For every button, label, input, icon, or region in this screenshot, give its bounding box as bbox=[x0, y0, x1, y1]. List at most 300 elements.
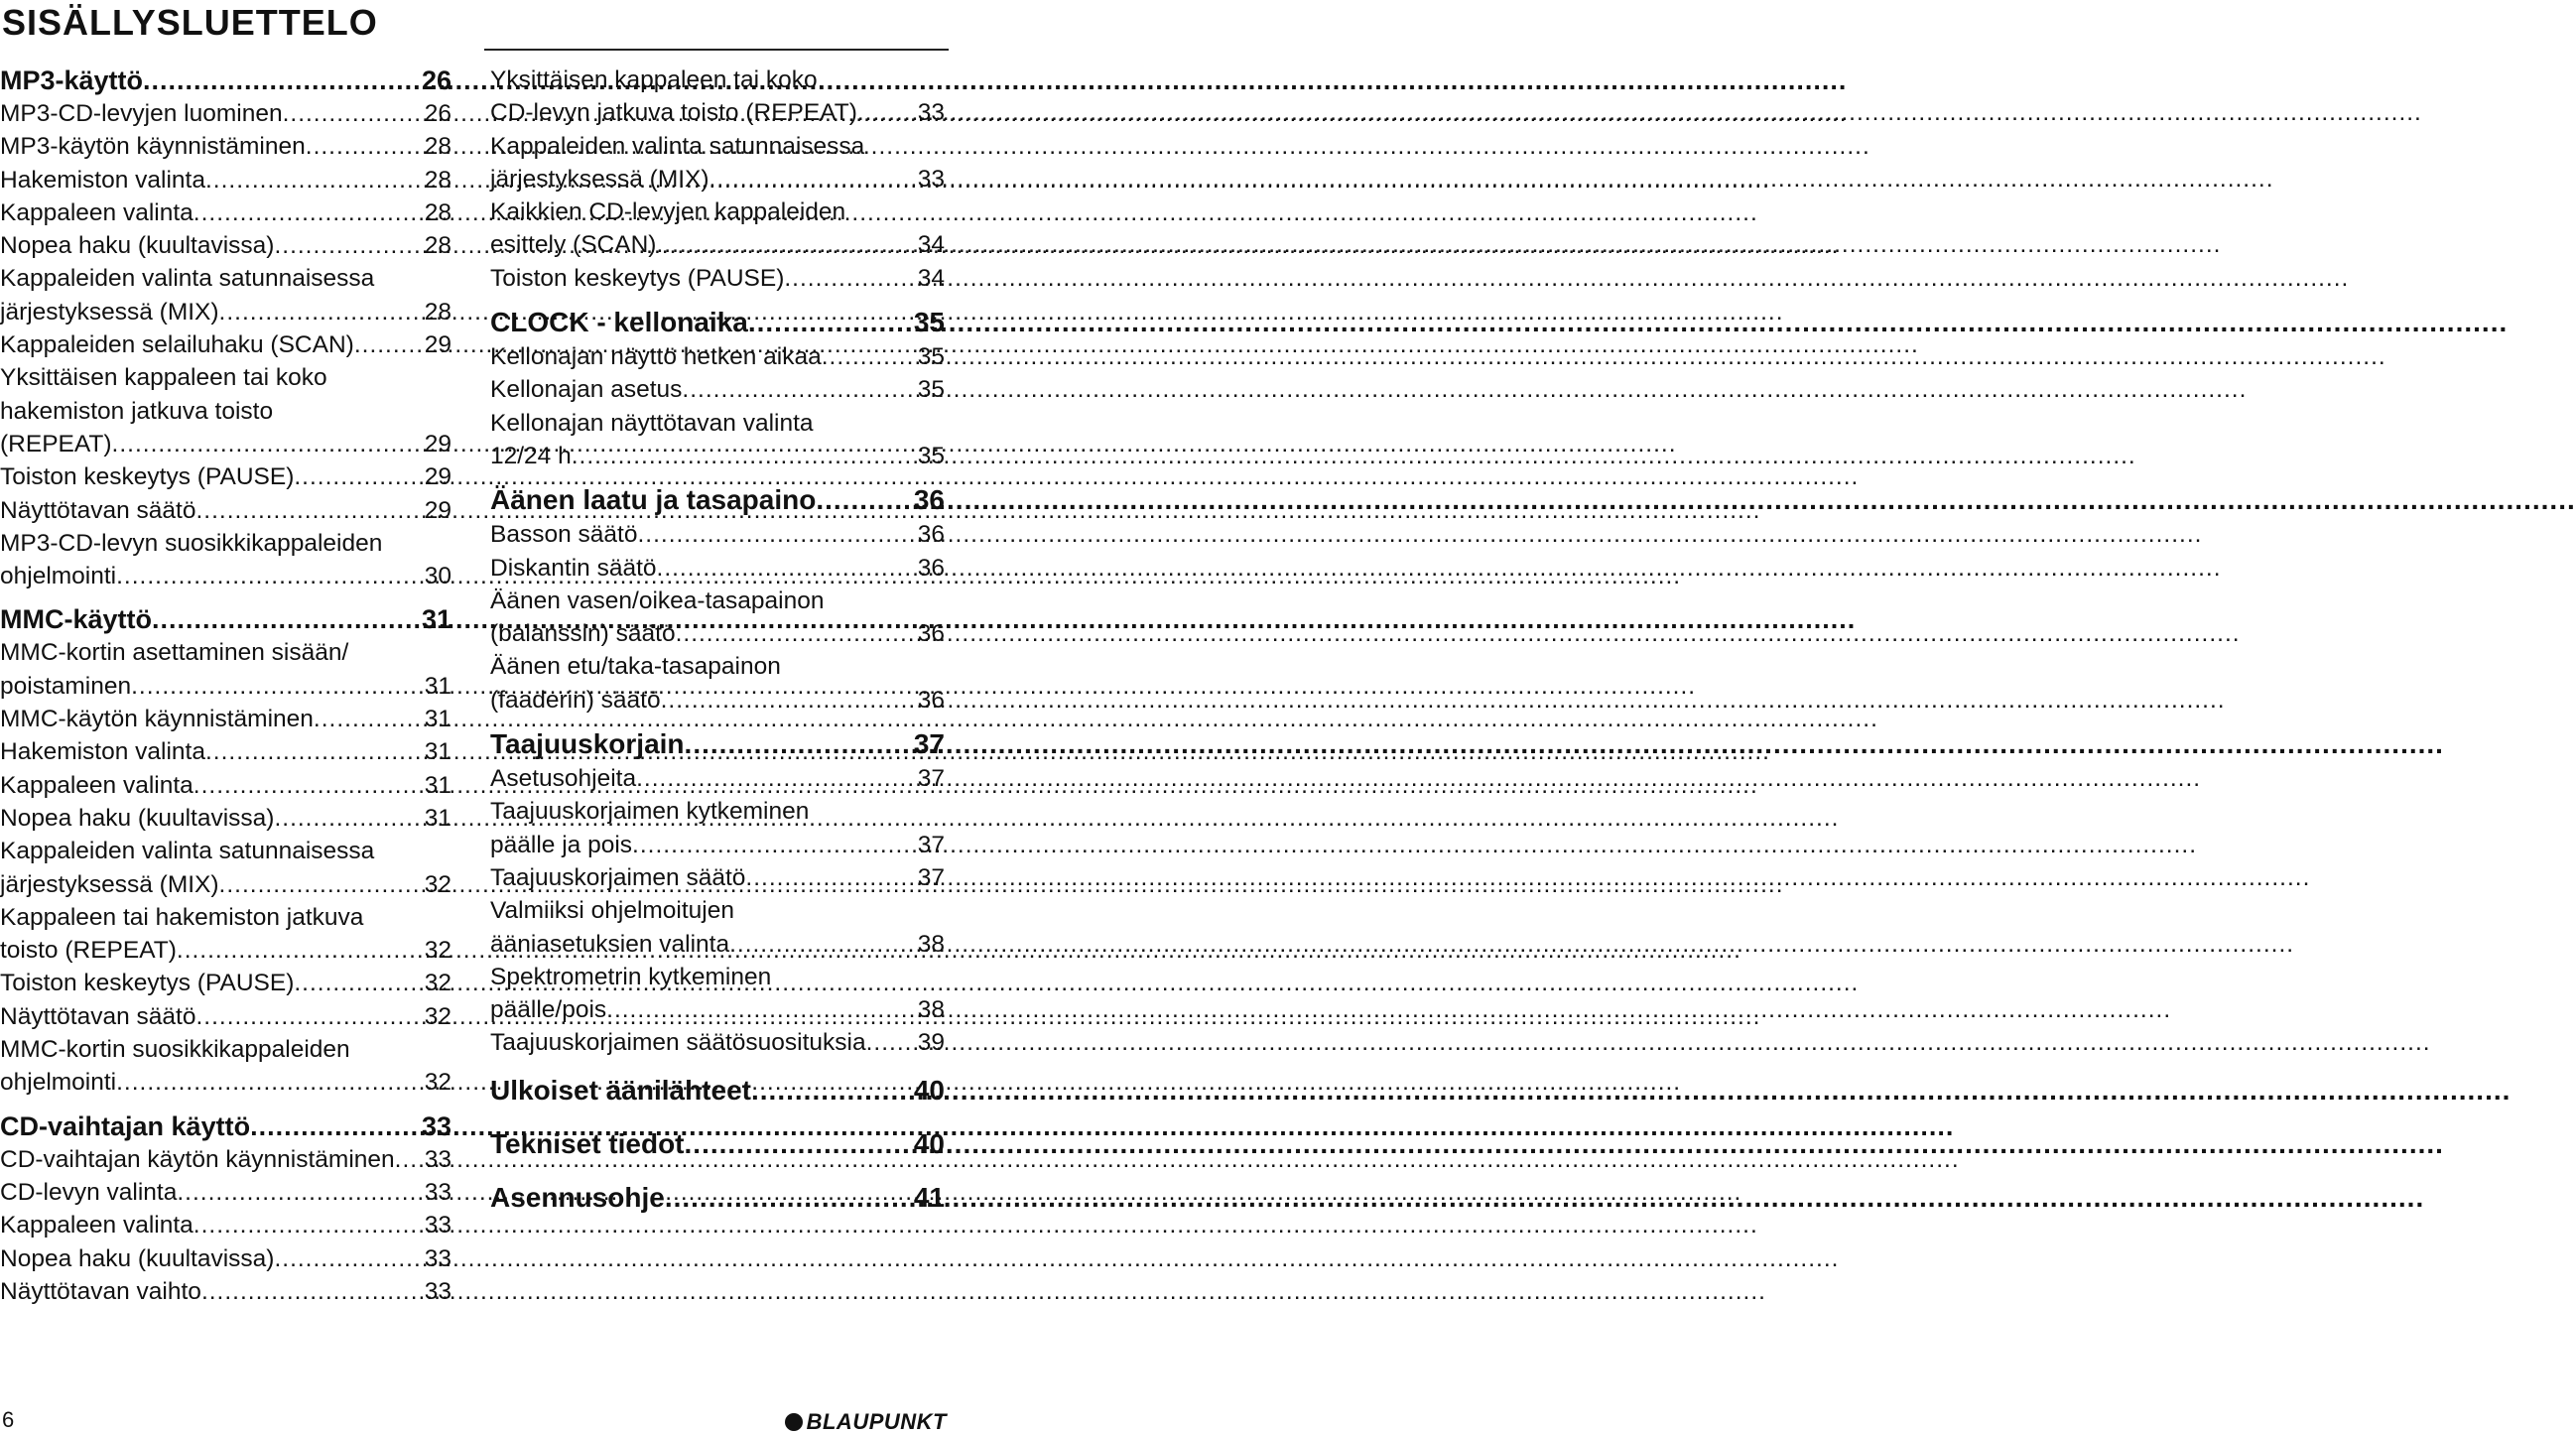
toc-section-heading bbox=[0, 64, 451, 97]
toc-entry bbox=[490, 373, 945, 406]
toc-entry-label: Kaikkien CD-levyjen kappaleiden bbox=[490, 198, 846, 226]
toc-line bbox=[0, 560, 451, 592]
toc-line bbox=[0, 328, 451, 361]
toc-entry bbox=[490, 762, 945, 795]
toc-entry-label: päälle/pois bbox=[490, 996, 607, 1024]
toc-line-continued bbox=[0, 361, 451, 394]
leader-dots bbox=[572, 440, 914, 472]
toc-line bbox=[0, 670, 451, 703]
toc-page-number: 33 bbox=[424, 1178, 451, 1206]
toc-line-continued bbox=[490, 196, 945, 228]
toc-entry bbox=[490, 650, 945, 717]
leader-dots bbox=[195, 494, 420, 527]
toc-line bbox=[490, 684, 945, 717]
toc-entry-label: Kappaleen valinta bbox=[0, 198, 193, 226]
toc-page-number: 31 bbox=[424, 738, 451, 766]
toc-line bbox=[490, 928, 945, 961]
toc-line bbox=[490, 163, 945, 196]
leader-dots bbox=[656, 228, 913, 261]
toc-entry-label: Taajuuskorjaimen säätö bbox=[490, 863, 746, 891]
toc-entry-label: MP3-CD-levyn suosikkikappaleiden bbox=[0, 529, 383, 557]
toc-entry-label: Kappaleiden valinta satunnaisessa bbox=[490, 132, 865, 160]
toc-line bbox=[0, 1242, 451, 1275]
toc-page-number: 28 bbox=[424, 166, 451, 194]
toc-page-number: 36 bbox=[917, 554, 945, 582]
toc-entry-label: Diskantin säätö bbox=[490, 554, 657, 582]
toc-page-number: 30 bbox=[424, 563, 451, 590]
toc-entry-label: Valmiiksi ohjelmoitujen bbox=[490, 897, 735, 925]
toc-entry-label: toisto (REPEAT) bbox=[0, 937, 177, 965]
toc-entry-label: MMC-kortin suosikkikappaleiden bbox=[0, 1036, 350, 1064]
toc-entry bbox=[490, 552, 945, 585]
toc-entry-label: Kappaleen valinta bbox=[0, 771, 193, 799]
toc-entry-label: Spektrometrin kytkeminen bbox=[490, 963, 772, 990]
toc-entry bbox=[0, 1275, 451, 1308]
toc-line-continued bbox=[0, 527, 451, 560]
toc-entry-label: Asennusohje bbox=[490, 1181, 665, 1213]
toc-entry bbox=[0, 97, 451, 130]
toc-page-number: 31 bbox=[424, 706, 451, 733]
toc-entry-label: Basson säätö bbox=[490, 521, 638, 549]
toc-entry bbox=[0, 494, 451, 527]
toc-page-number: 33 bbox=[424, 1212, 451, 1239]
toc-line bbox=[0, 934, 451, 967]
toc-page-number: 37 bbox=[917, 863, 945, 891]
toc-line bbox=[0, 1275, 451, 1308]
toc-line bbox=[490, 552, 945, 585]
toc-line bbox=[490, 726, 945, 762]
toc-page-number: 37 bbox=[913, 728, 945, 760]
toc-line bbox=[490, 482, 945, 518]
toc-entry-label: Asetusohjeita bbox=[490, 765, 637, 793]
toc-entry-label: Toiston keskeytys (PAUSE) bbox=[490, 264, 785, 292]
toc-page-number: 29 bbox=[424, 430, 451, 457]
toc-entry-label: Taajuuskorjaimen kytkeminen bbox=[490, 798, 810, 826]
toc-line bbox=[0, 97, 451, 130]
toc-page-number: 36 bbox=[917, 620, 945, 648]
leader-dots bbox=[250, 1109, 418, 1143]
toc-page-number: 31 bbox=[424, 771, 451, 799]
toc-page-number: 29 bbox=[424, 331, 451, 359]
toc-line bbox=[490, 518, 945, 551]
toc-entry-label: Kellonajan näyttötavan valinta bbox=[490, 409, 814, 437]
toc-line bbox=[0, 130, 451, 163]
toc-page-number: 36 bbox=[917, 686, 945, 714]
toc-page-number: 29 bbox=[424, 496, 451, 524]
toc-entry-label: Taajuuskorjaimen säätösuosituksia bbox=[490, 1029, 866, 1057]
leader-dots bbox=[606, 993, 914, 1026]
leader-dots bbox=[816, 482, 910, 518]
toc-entry-label: Taajuuskorjain bbox=[490, 728, 685, 760]
toc-line-continued bbox=[490, 795, 945, 828]
toc-page-number: 35 bbox=[917, 376, 945, 404]
toc-entry-label: MP3-käyttö bbox=[0, 65, 144, 95]
toc-entry bbox=[490, 407, 945, 473]
toc-entry bbox=[0, 835, 451, 901]
toc-line-continued bbox=[490, 585, 945, 617]
toc-entry-label: Nopea haku (kuultavissa) bbox=[0, 232, 275, 260]
toc-line bbox=[490, 1068, 945, 1113]
toc-page-number: 28 bbox=[424, 232, 451, 260]
leader-dots bbox=[676, 617, 914, 650]
toc-entry-label: 12/24 h bbox=[490, 442, 572, 469]
toc-entry-label: Ulkoiset äänilähteet bbox=[490, 1074, 751, 1106]
leader-dots bbox=[177, 1176, 420, 1209]
leader-dots bbox=[274, 802, 420, 835]
toc-entry-label: järjestyksessä (MIX) bbox=[0, 298, 219, 326]
toc-line bbox=[490, 262, 945, 295]
toc-page-number: 31 bbox=[424, 672, 451, 700]
leader-dots bbox=[152, 602, 418, 636]
toc-line bbox=[0, 164, 451, 196]
toc-entry-label: MMC-käytön käynnistäminen bbox=[0, 706, 314, 733]
toc-line-continued bbox=[490, 407, 945, 440]
leader-dots bbox=[637, 518, 913, 551]
toc-page-number: 32 bbox=[424, 937, 451, 965]
toc-entry-label: Kellonajan asetus bbox=[490, 376, 683, 404]
toc-page-number: 37 bbox=[917, 831, 945, 858]
toc-entry-label: Yksittäisen kappaleen tai koko bbox=[490, 66, 818, 93]
toc-entry-label: ohjelmointi bbox=[0, 1069, 117, 1097]
toc-section-heading bbox=[490, 1121, 945, 1167]
toc-entry-label: CD-vaihtajan käytön käynnistäminen bbox=[0, 1145, 395, 1173]
toc-entry-label: Yksittäisen kappaleen tai koko bbox=[0, 364, 327, 392]
brand-name: BLAUPUNKT bbox=[806, 1409, 947, 1434]
toc-page-number: 33 bbox=[421, 1110, 451, 1141]
leader-dots bbox=[294, 460, 420, 493]
toc-page-number: 28 bbox=[424, 198, 451, 226]
toc-section-heading bbox=[490, 1068, 945, 1113]
toc-entry-label: CD-vaihtajan käyttö bbox=[0, 1110, 251, 1141]
leader-dots bbox=[395, 1143, 421, 1176]
toc-line bbox=[0, 1143, 451, 1176]
toc-page-number: 36 bbox=[917, 521, 945, 549]
toc-line bbox=[0, 703, 451, 735]
toc-entry bbox=[0, 1143, 451, 1176]
toc-line bbox=[0, 868, 451, 901]
title-rule bbox=[484, 49, 949, 51]
toc-entry bbox=[490, 518, 945, 551]
toc-entry-label: MP3-CD-levyjen luominen bbox=[0, 100, 283, 127]
toc-line bbox=[0, 64, 451, 97]
leader-dots bbox=[748, 305, 910, 340]
toc-section-heading bbox=[0, 602, 451, 636]
leader-dots bbox=[274, 229, 420, 262]
leader-dots bbox=[195, 1000, 420, 1033]
toc-page-number: 31 bbox=[424, 804, 451, 832]
toc-entry bbox=[0, 901, 451, 968]
toc-entry bbox=[0, 328, 451, 361]
leader-dots bbox=[143, 64, 418, 97]
toc-line bbox=[0, 1176, 451, 1209]
leader-dots bbox=[205, 164, 421, 196]
toc-line bbox=[0, 296, 451, 328]
toc-entry bbox=[490, 340, 945, 373]
toc-line bbox=[490, 993, 945, 1026]
toc-line bbox=[490, 1175, 945, 1221]
toc-entry-label: Toiston keskeytys (PAUSE) bbox=[0, 970, 295, 997]
toc-entry-label: Kellonajan näyttö hetken aikaa bbox=[490, 343, 822, 371]
toc-line bbox=[0, 967, 451, 999]
toc-entry-label: esittely (SCAN) bbox=[490, 231, 657, 259]
toc-line-continued bbox=[490, 650, 945, 683]
toc-line bbox=[490, 861, 945, 894]
page-number: 6 bbox=[2, 1407, 15, 1432]
toc-entry bbox=[490, 795, 945, 861]
leader-dots bbox=[193, 769, 421, 802]
toc-line bbox=[490, 617, 945, 650]
brand-logo bbox=[785, 1409, 947, 1435]
toc-line-continued bbox=[0, 395, 451, 428]
toc-line bbox=[0, 1066, 451, 1099]
toc-page-number: 39 bbox=[917, 1029, 945, 1057]
toc-page-number: 34 bbox=[917, 264, 945, 292]
toc-section-heading bbox=[490, 726, 945, 762]
toc-entry-label: (faaderin) säätö bbox=[490, 686, 661, 714]
toc-page-number: 26 bbox=[424, 100, 451, 127]
toc-page-number: 40 bbox=[913, 1127, 945, 1159]
toc-entry bbox=[0, 361, 451, 460]
toc-entry-label: ääniasetuksien valinta bbox=[490, 930, 730, 958]
toc-entry bbox=[0, 1209, 451, 1241]
toc-entry bbox=[0, 735, 451, 768]
toc-line bbox=[490, 373, 945, 406]
leader-dots bbox=[632, 829, 914, 861]
leader-dots bbox=[274, 1242, 420, 1275]
toc-entry bbox=[0, 802, 451, 835]
toc-entry-label: Hakemiston valinta bbox=[0, 166, 205, 194]
toc-entry-label: Näyttötavan säätö bbox=[0, 1002, 196, 1030]
toc-page-number: 33 bbox=[917, 99, 945, 127]
toc-section-heading bbox=[490, 1175, 945, 1221]
toc-entry-label: järjestyksessä (MIX) bbox=[490, 165, 709, 193]
toc-entry-label: CLOCK - kellonaika bbox=[490, 307, 748, 338]
toc-left-column bbox=[0, 64, 451, 1308]
toc-page-number: 28 bbox=[424, 133, 451, 161]
toc-section-heading bbox=[490, 482, 945, 518]
toc-line bbox=[490, 440, 945, 472]
leader-dots bbox=[193, 1209, 421, 1241]
toc-entry-label: ohjelmointi bbox=[0, 563, 117, 590]
toc-entry-label: MMC-käyttö bbox=[0, 604, 152, 635]
toc-entry bbox=[490, 130, 945, 196]
toc-entry-label: poistaminen bbox=[0, 672, 132, 700]
toc-page-number: 37 bbox=[917, 765, 945, 793]
toc-entry-label: (balanssin) säätö bbox=[490, 620, 676, 648]
brand-dot-icon bbox=[785, 1413, 803, 1431]
toc-page-number: 38 bbox=[917, 930, 945, 958]
toc-entry bbox=[0, 1033, 451, 1100]
toc-entry-label: Kappaleen tai hakemiston jatkuva bbox=[0, 903, 364, 931]
toc-entry-label: Äänen laatu ja tasapaino bbox=[490, 484, 817, 516]
toc-entry bbox=[0, 636, 451, 703]
toc-line bbox=[490, 305, 945, 340]
toc-page-number: 28 bbox=[424, 298, 451, 326]
leader-dots bbox=[283, 97, 421, 130]
toc-entry bbox=[0, 130, 451, 163]
toc-entry bbox=[490, 64, 945, 130]
toc-entry bbox=[0, 229, 451, 262]
toc-page-number: 33 bbox=[424, 1244, 451, 1272]
leader-dots bbox=[665, 1175, 910, 1221]
toc-line bbox=[0, 769, 451, 802]
toc-page-number: 35 bbox=[913, 307, 945, 338]
toc-entry-label: Nopea haku (kuultavissa) bbox=[0, 804, 275, 832]
toc-entry-label: Näyttötavan säätö bbox=[0, 496, 196, 524]
leader-dots bbox=[193, 196, 421, 229]
toc-line bbox=[490, 228, 945, 261]
leader-dots bbox=[294, 967, 420, 999]
leader-dots bbox=[685, 1121, 910, 1167]
leader-dots bbox=[661, 684, 914, 717]
toc-page-number: 33 bbox=[424, 1277, 451, 1305]
toc-line bbox=[490, 829, 945, 861]
toc-line-continued bbox=[490, 64, 945, 96]
leader-dots bbox=[306, 130, 421, 163]
toc-line-continued bbox=[0, 262, 451, 295]
leader-dots bbox=[866, 1026, 914, 1059]
toc-entry bbox=[0, 164, 451, 196]
toc-page-number: 33 bbox=[424, 1145, 451, 1173]
toc-page-number: 36 bbox=[913, 484, 945, 516]
toc-entry-label: Kappaleen valinta bbox=[0, 1212, 193, 1239]
leader-dots bbox=[685, 726, 910, 762]
leader-dots bbox=[682, 373, 913, 406]
toc-line bbox=[0, 460, 451, 493]
toc-entry-label: Tekniset tiedot bbox=[490, 1127, 685, 1159]
toc-line-continued bbox=[490, 961, 945, 993]
toc-page-number: 40 bbox=[913, 1074, 945, 1106]
toc-entry-label: MMC-kortin asettaminen sisään/ bbox=[0, 639, 349, 667]
toc-entry-label: päälle ja pois bbox=[490, 831, 633, 858]
leader-dots bbox=[201, 1275, 421, 1308]
toc-page-number: 32 bbox=[424, 1002, 451, 1030]
toc-entry bbox=[0, 527, 451, 593]
toc-line bbox=[0, 602, 451, 636]
toc-page-number: 35 bbox=[917, 343, 945, 371]
toc-entry-label: CD-levyn valinta bbox=[0, 1178, 178, 1206]
toc-entry bbox=[490, 585, 945, 651]
toc-page-number: 32 bbox=[424, 970, 451, 997]
toc-line bbox=[490, 1026, 945, 1059]
leader-dots bbox=[636, 762, 914, 795]
leader-dots bbox=[219, 868, 421, 901]
toc-entry-label: Nopea haku (kuultavissa) bbox=[0, 1244, 275, 1272]
leader-dots bbox=[784, 262, 913, 295]
toc-line bbox=[490, 340, 945, 373]
leader-dots bbox=[822, 340, 914, 373]
toc-page-number: 32 bbox=[424, 870, 451, 898]
toc-page-number: 33 bbox=[917, 165, 945, 193]
toc-line bbox=[0, 494, 451, 527]
toc-entry bbox=[490, 894, 945, 961]
toc-line-continued bbox=[490, 130, 945, 163]
toc-line bbox=[0, 1209, 451, 1241]
toc-page-number: 31 bbox=[421, 604, 451, 635]
toc-page-number: 32 bbox=[424, 1069, 451, 1097]
leader-dots bbox=[219, 296, 421, 328]
toc-right-column bbox=[490, 64, 945, 1221]
toc-entry bbox=[0, 967, 451, 999]
toc-page-number: 41 bbox=[913, 1181, 945, 1213]
leader-dots bbox=[729, 928, 914, 961]
toc-line bbox=[490, 1121, 945, 1167]
leader-dots bbox=[354, 328, 421, 361]
toc-line bbox=[490, 762, 945, 795]
toc-section-heading bbox=[490, 305, 945, 340]
leader-dots bbox=[205, 735, 421, 768]
toc-entry-label: MP3-käytön käynnistäminen bbox=[0, 133, 306, 161]
leader-dots bbox=[177, 934, 421, 967]
leader-dots bbox=[751, 1068, 910, 1113]
toc-entry bbox=[490, 961, 945, 1027]
toc-line-continued bbox=[0, 901, 451, 934]
toc-page-number: 38 bbox=[917, 996, 945, 1024]
toc-section-heading bbox=[0, 1109, 451, 1143]
toc-entry bbox=[0, 460, 451, 493]
toc-line bbox=[0, 229, 451, 262]
toc-entry bbox=[0, 1242, 451, 1275]
toc-entry bbox=[490, 861, 945, 894]
toc-entry-label: Kappaleiden valinta satunnaisessa bbox=[0, 838, 375, 865]
page-title: SISÄLLYSLUETTELO bbox=[2, 2, 378, 43]
toc-entry bbox=[0, 1000, 451, 1033]
toc-entry bbox=[0, 769, 451, 802]
leader-dots bbox=[112, 428, 421, 460]
leader-dots bbox=[116, 560, 421, 592]
toc-entry-label: Näyttötavan vaihto bbox=[0, 1277, 201, 1305]
toc-entry-label: Äänen vasen/oikea-tasapainon bbox=[490, 587, 825, 614]
leader-dots bbox=[709, 163, 914, 196]
toc-line bbox=[0, 196, 451, 229]
toc-line-continued bbox=[0, 1033, 451, 1066]
toc-page-number: 34 bbox=[917, 231, 945, 259]
leader-dots bbox=[131, 670, 421, 703]
toc-line bbox=[0, 735, 451, 768]
toc-page-number: 29 bbox=[424, 463, 451, 491]
toc-line-continued bbox=[0, 835, 451, 867]
toc-entry bbox=[0, 262, 451, 328]
toc-line bbox=[490, 96, 945, 129]
toc-entry-label: Äänen etu/taka-tasapainon bbox=[490, 653, 781, 681]
toc-entry-label: CD-levyn jatkuva toisto (REPEAT) bbox=[490, 99, 857, 127]
leader-dots bbox=[857, 96, 914, 129]
toc-entry-label: Kappaleiden selailuhaku (SCAN) bbox=[0, 331, 354, 359]
toc-entry-label: järjestyksessä (MIX) bbox=[0, 870, 219, 898]
toc-entry bbox=[490, 1026, 945, 1059]
toc-entry-label: hakemiston jatkuva toisto bbox=[0, 397, 274, 425]
toc-line-continued bbox=[490, 894, 945, 927]
toc-line-continued bbox=[0, 636, 451, 669]
toc-entry bbox=[0, 703, 451, 735]
toc-entry-label: Kappaleiden valinta satunnaisessa bbox=[0, 265, 375, 293]
toc-page-number: 26 bbox=[421, 65, 451, 95]
toc-entry bbox=[0, 196, 451, 229]
toc-entry bbox=[490, 262, 945, 295]
toc-line bbox=[0, 428, 451, 460]
leader-dots bbox=[314, 703, 421, 735]
leader-dots bbox=[657, 552, 914, 585]
toc-page-number: 35 bbox=[917, 442, 945, 469]
toc-entry-label: Toiston keskeytys (PAUSE) bbox=[0, 463, 295, 491]
toc-entry-label: (REPEAT) bbox=[0, 430, 112, 457]
toc-entry bbox=[0, 1176, 451, 1209]
toc-line bbox=[0, 802, 451, 835]
leader-dots bbox=[745, 861, 913, 894]
toc-line bbox=[0, 1109, 451, 1143]
toc-line bbox=[0, 1000, 451, 1033]
leader-dots bbox=[116, 1066, 421, 1099]
